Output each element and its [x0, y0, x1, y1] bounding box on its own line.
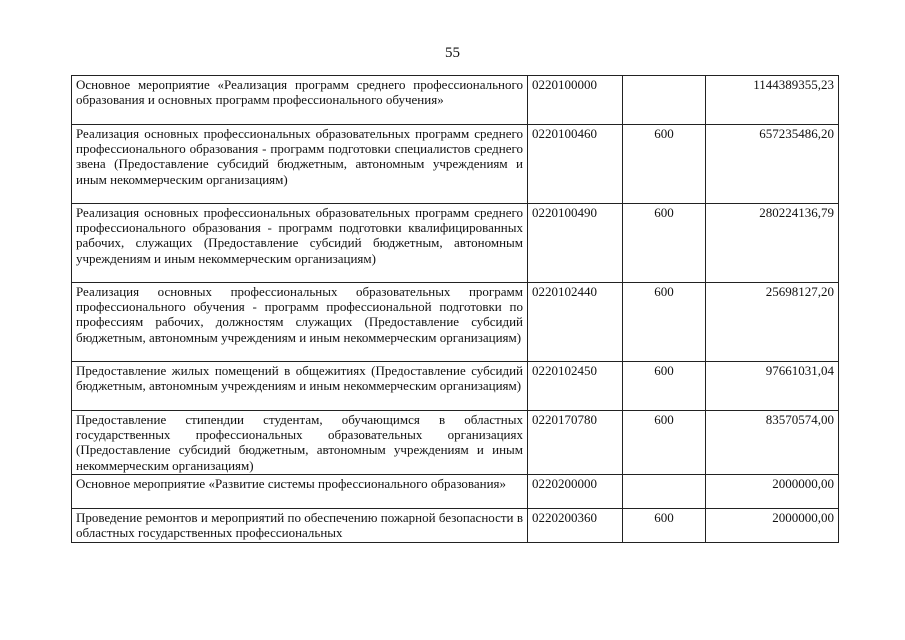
row-amount: 97661031,04: [706, 362, 839, 411]
row-target-code: 0220100000: [528, 76, 623, 125]
row-target-code: 0220170780: [528, 411, 623, 475]
row-target-code: 0220102450: [528, 362, 623, 411]
row-description: Основное мероприятие «Реализация программ среднего профессионального образования и основных программ профессионального обучения»: [72, 76, 528, 125]
row-target-code: 0220100460: [528, 125, 623, 204]
row-description: Предоставление стипендии студентам, обучающимся в областных государственных профессиональных образовательных организациях (Предоставление субсидий бюджетным, автономным учреждениям и иным некоммерческим организациям): [72, 411, 528, 475]
row-amount: 1144389355,23: [706, 76, 839, 125]
row-amount: 83570574,00: [706, 411, 839, 475]
table-row: [72, 125, 839, 204]
row-description: Основное мероприятие «Развитие системы профессионального образования»: [72, 475, 528, 509]
row-expense-type: 600: [623, 362, 706, 411]
row-expense-type: [623, 475, 706, 509]
row-amount: 280224136,79: [706, 204, 839, 283]
row-expense-type: 600: [623, 509, 706, 543]
row-amount: 2000000,00: [706, 509, 839, 543]
row-description: Реализация основных профессиональных образовательных программ среднего профессионального образования - программ подготовки специалистов среднего звена (Предоставление субсидий бюджетным, автономным учреждениям и иным некоммерческим организациям): [72, 125, 528, 204]
row-target-code: 0220200360: [528, 509, 623, 543]
row-description: Реализация основных профессиональных образовательных программ среднего профессионального образования - программ подготовки квалифицированных рабочих, служащих (Предоставление субсидий бюджетным, автономным учреждениям и иным некоммерческим организациям): [72, 204, 528, 283]
row-expense-type: 600: [623, 125, 706, 204]
row-target-code: 0220100490: [528, 204, 623, 283]
row-target-code: 0220200000: [528, 475, 623, 509]
row-amount: 2000000,00: [706, 475, 839, 509]
row-description: Проведение ремонтов и мероприятий по обеспечению пожарной безопасности в областных государственных профессиональных: [72, 509, 528, 543]
row-amount: 657235486,20: [706, 125, 839, 204]
row-amount: 25698127,20: [706, 283, 839, 362]
table-row: [72, 411, 839, 475]
table-row: [72, 475, 839, 509]
table-row: [72, 362, 839, 411]
row-expense-type: [623, 76, 706, 125]
row-description: Реализация основных профессиональных образовательных программ профессионального обучения - программ профессиональной подготовки по профессиям рабочих, должностям служащих (Предоставление субсидий бюджетным, автономным учреждениям и иным некоммерческим организациям): [72, 283, 528, 362]
row-expense-type: 600: [623, 283, 706, 362]
row-target-code: 0220102440: [528, 283, 623, 362]
page-number: 55: [445, 45, 460, 61]
row-expense-type: 600: [623, 411, 706, 475]
row-expense-type: 600: [623, 204, 706, 283]
table-row: [72, 76, 839, 125]
table-row: [72, 509, 839, 543]
budget-table: [71, 75, 839, 543]
table-row: [72, 283, 839, 362]
row-description: Предоставление жилых помещений в общежитиях (Предоставление субсидий бюджетным, автономным учреждениям и иным некоммерческим организациям): [72, 362, 528, 411]
table-row: [72, 204, 839, 283]
